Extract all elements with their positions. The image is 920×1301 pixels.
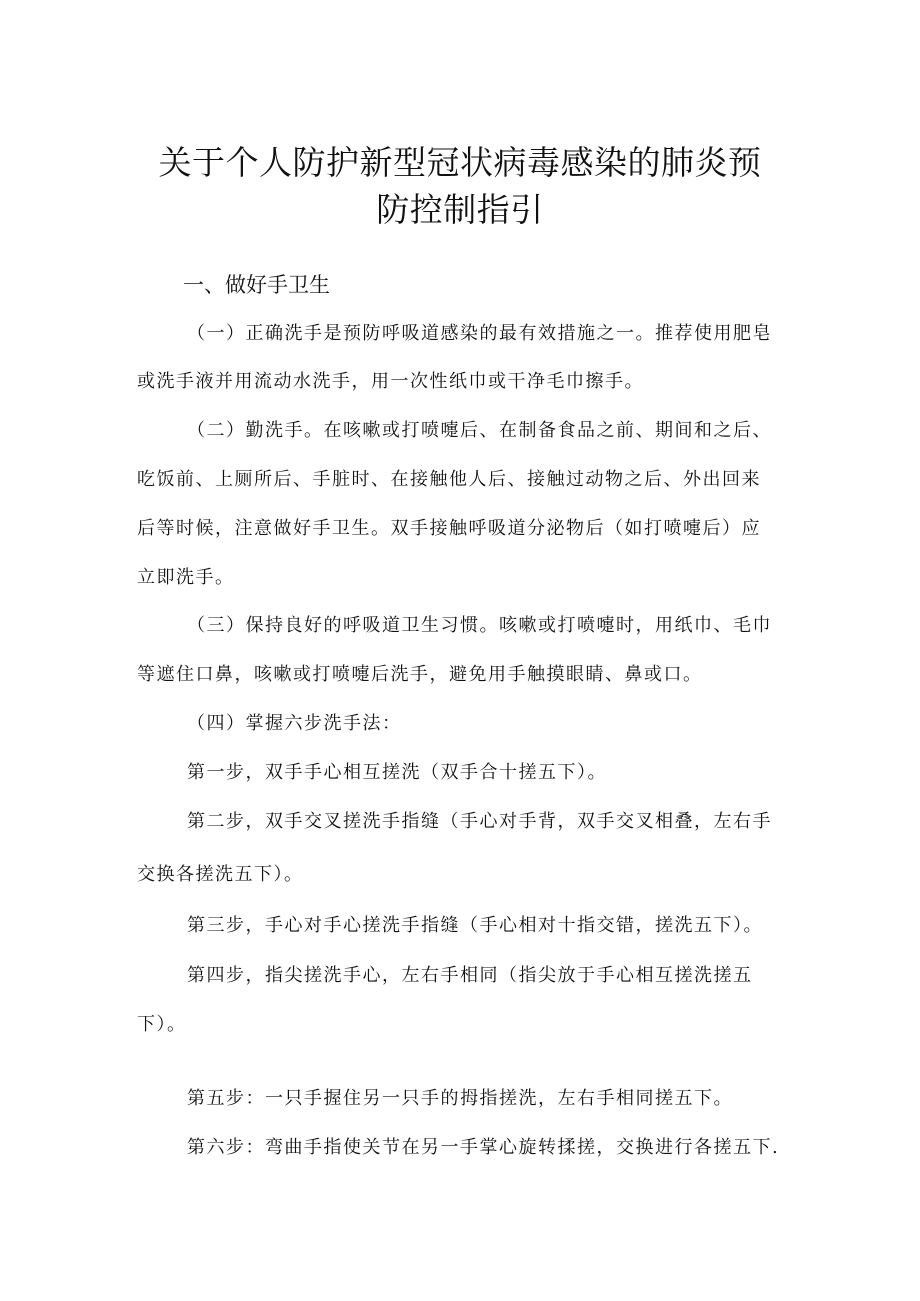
step-3-line-1: 第三步，手心对手心搓洗手指缝（手心相对十指交错，搓洗五下）。 xyxy=(187,915,763,936)
step-5-line-1: 第五步：一只手握住另一只手的拇指搓洗，左右手相同搓五下。 xyxy=(187,1088,733,1109)
document-title-line-1: 关于个人防护新型冠状病毒感染的肺炎预 xyxy=(158,143,762,182)
step-2-line-1: 第二步，双手交叉搓洗手指缝（手心对手背，双手交叉相叠，左右手 xyxy=(187,811,772,832)
step-2-line-2: 交换各搓洗五下）。 xyxy=(137,864,304,885)
step-6-line-1: 第六步：弯曲手指使关节在另一手掌心旋转揉搓，交换进行各搓五下. xyxy=(187,1137,780,1158)
paragraph-2-line-4: 立即洗手。 xyxy=(137,567,235,588)
section-heading-hand-hygiene: 一、做好手卫生 xyxy=(183,273,330,297)
step-4-line-2: 下）。 xyxy=(137,1014,187,1035)
step-4-line-1: 第四步，指尖搓洗手心，左右手相同（指尖放于手心相互搓洗搓五 xyxy=(187,965,753,986)
document-title-line-2: 防控制指引 xyxy=(376,190,544,229)
paragraph-4-line-1: （四）掌握六步洗手法： xyxy=(187,713,402,734)
step-1-line-1: 第一步，双手手心相互搓洗（双手合十搓五下）。 xyxy=(187,762,607,783)
paragraph-1-line-1: （一）正确洗手是预防呼吸道感染的最有效措施之一。推荐使用肥皂 xyxy=(187,323,772,344)
paragraph-2-line-1: （二）勤洗手。在咳嗽或打喷嚏后、在制备食品之前、期间和之后、 xyxy=(187,420,772,441)
paragraph-1-line-2: 或洗手液并用流动水洗手，用一次性纸巾或干净毛巾擦手。 xyxy=(137,371,644,392)
paragraph-2-line-3: 后等时候，注意做好手卫生。双手接触呼吸道分泌物后（如打喷嚏后）应 xyxy=(137,518,761,539)
paragraph-2-line-2: 吃饭前、上厕所后、手脏时、在接触他人后、接触过动物之后、外出回来 xyxy=(137,469,761,490)
paragraph-3-line-1: （三）保持良好的呼吸道卫生习惯。咳嗽或打喷嚏时，用纸巾、毛巾 xyxy=(187,615,772,636)
paragraph-3-line-2: 等遮住口鼻，咳嗽或打喷嚏后洗手，避免用手触摸眼睛、鼻或口。 xyxy=(137,664,703,685)
